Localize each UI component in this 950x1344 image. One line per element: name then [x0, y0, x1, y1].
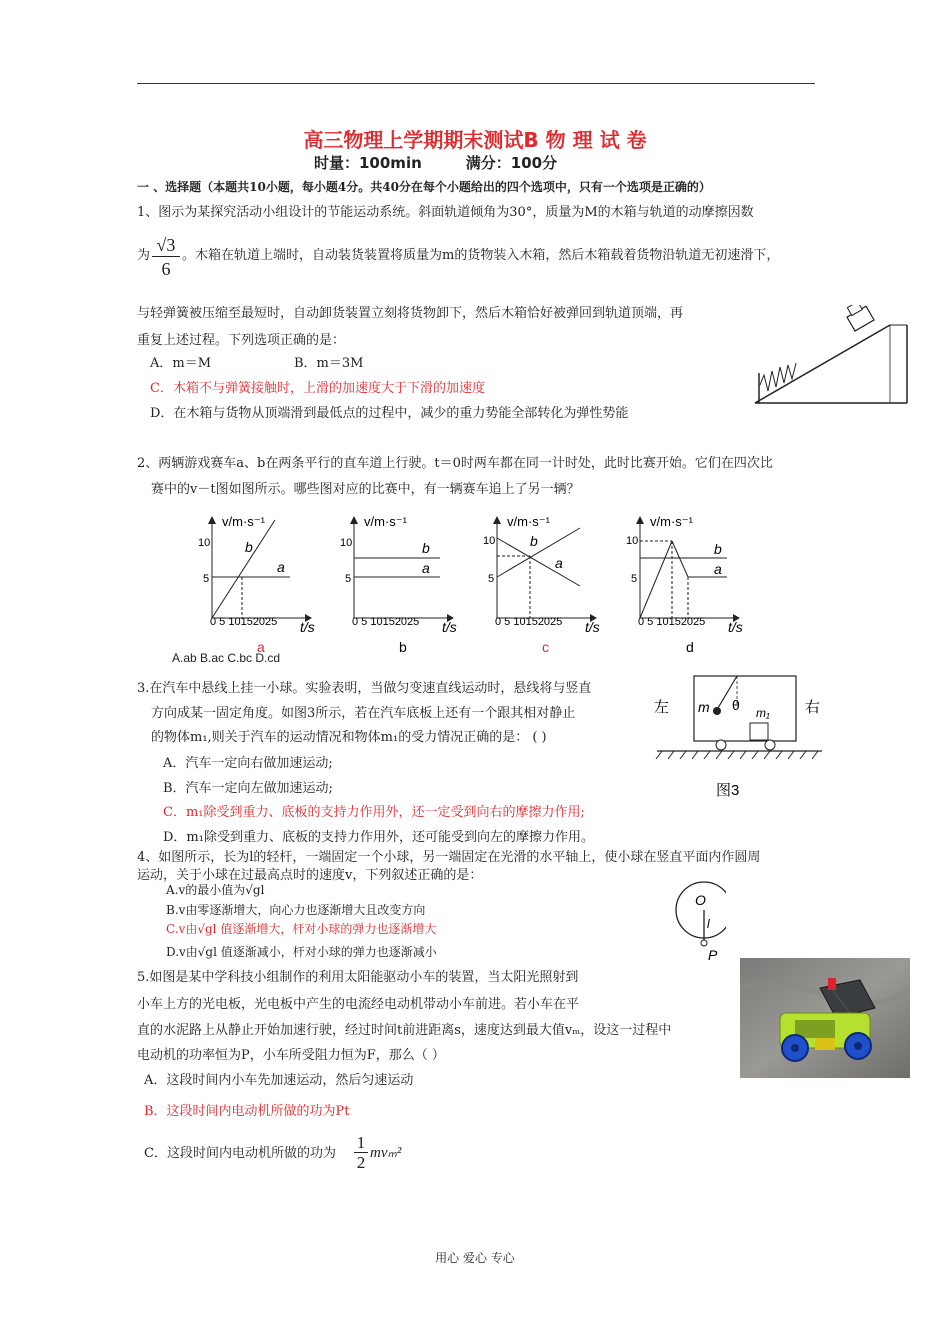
q5-option-a: A．这段时间内小车先加速运动，然后匀速运动: [144, 1073, 414, 1088]
q5-fraction: [354, 1133, 368, 1173]
q3-fig-left: 左: [654, 699, 670, 716]
q5-option-c-prefix: C．这段时间内电动机所做的功为: [144, 1146, 336, 1161]
q1-line1: 1、图示为某探究活动小组设计的节能运动系统。斜面轨道倾角为30°，质量为M的木箱与轨道的动摩擦因数: [137, 205, 754, 220]
q3-option-b: B．汽车一定向左做加速运动;: [163, 781, 333, 796]
graph-a-xlabel: t/s: [300, 619, 315, 635]
q5-frac-den: 2: [356, 1153, 366, 1172]
q1-option-d: D．在木箱与货物从顶端滑到最低点的过程中，减少的重力势能全部转化为弹性势能: [150, 406, 629, 421]
graph-c: [483, 514, 600, 655]
graph-a-label-b: b: [245, 539, 253, 555]
graph-a-tick-5: 5: [203, 573, 210, 585]
q5-line1: 5.如图是某中学科技小组制作的利用太阳能驱动小车的装置，当太阳光照射到: [137, 970, 579, 985]
section-heading: 一 、选择题（本题共10小题，每小题4分。共40分在每个小题给出的四个选项中，只有一个选项是正确的）: [137, 180, 711, 194]
graph-a-xticks: 0 5 10152025: [210, 616, 278, 628]
q5-line3: 直的水泥路上从静止开始加速行驶，经过时间t前进距离s，速度达到最大值vₘ，设这一过程中: [137, 1023, 672, 1038]
graph-d-xticks: 0 5 10152025: [638, 616, 706, 628]
header-rule: [137, 83, 815, 84]
graph-c-tick-5: 5: [488, 573, 495, 585]
q1-frac-num: √3: [152, 234, 180, 257]
graph-d-tick-5: 5: [631, 573, 638, 585]
q4-option-d: D.v由√gl 值逐渐减小，杆对小球的弹力也逐渐减小: [166, 945, 437, 959]
q4-fig-P: P: [708, 947, 718, 963]
graph-d-tick-10: 10: [626, 535, 639, 547]
q3-option-d: D．m₁除受到重力、底板的支持力作用外，还可能受到向左的摩擦力作用。: [163, 830, 594, 845]
graph-d-label-a: a: [714, 561, 722, 577]
q2-options: A.ab B.ac C.bc D.cd: [172, 651, 281, 665]
graph-b: [340, 514, 457, 655]
q1-option-a: A．m＝M: [150, 356, 212, 371]
graph-a-caption: a: [257, 639, 265, 655]
q5-option-b: B．这段时间内电动机所做的功为Pt: [144, 1104, 350, 1119]
q3-car-figure: [652, 672, 832, 802]
q3-option-a: A．汽车一定向右做加速运动;: [163, 756, 333, 771]
graph-d-label-b: b: [714, 541, 722, 557]
q1-frac-den: 6: [161, 259, 171, 279]
q1-line3: 与轻弹簧被压缩至最短时，自动卸货装置立刻将货物卸下，然后木箱恰好被弹回到轨道顶端，再: [137, 306, 684, 321]
graph-c-xlabel: t/s: [585, 619, 600, 635]
graph-b-tick-10: 10: [340, 537, 353, 549]
graph-d: [626, 514, 743, 655]
q4-option-c: C.v由√gl 值逐渐增大，杆对小球的弹力也逐渐增大: [166, 922, 437, 936]
graph-c-ylabel: v/m·s⁻¹: [507, 514, 550, 529]
graph-b-label-b: b: [422, 540, 430, 556]
q1-line2-prefix: 为: [137, 248, 151, 263]
q4-fig-O: O: [695, 892, 706, 908]
time-limit: 时量：100min: [314, 154, 422, 172]
q3-fig-caption: 图3: [716, 782, 740, 799]
graph-c-caption: c: [542, 639, 549, 655]
q1-fraction: [152, 234, 180, 281]
solar-car-photo: [740, 958, 910, 1078]
q4-fig-l: l: [707, 917, 710, 931]
page-title: 高三物理上学期期末测试B 物 理 试 卷: [303, 128, 647, 152]
q4-option-b: B.v由零逐渐增大，向心力也逐渐增大且改变方向: [166, 903, 426, 917]
q3-line1: 3.在汽车中悬线上挂一小球。实验表明，当做匀变速直线运动时，悬线将与竖直: [137, 681, 592, 696]
graph-b-caption: b: [399, 639, 407, 655]
graph-b-tick-5: 5: [345, 573, 352, 585]
graph-d-xlabel: t/s: [728, 619, 743, 635]
q1-incline-figure: [750, 305, 910, 407]
q3-fig-m1: m₁: [756, 706, 770, 720]
graph-b-xlabel: t/s: [442, 619, 457, 635]
graph-b-xticks: 0 5 10152025: [352, 616, 420, 628]
q4-rod-figure: [666, 880, 726, 964]
q1-line2: 。木箱在轨道上端时，自动装货装置将质量为m的货物装入木箱，然后木箱载着货物沿轨道无初速滑下，: [182, 248, 780, 263]
graph-a-label-a: a: [277, 559, 285, 575]
q5-line2: 小车上方的光电板，光电板中产生的电流经电动机带动小车前进。若小车在平: [137, 997, 580, 1012]
graph-d-ylabel: v/m·s⁻¹: [650, 514, 693, 529]
graph-c-xticks: 0 5 10152025: [495, 616, 563, 628]
q3-option-c: C．m₁除受到重力、底板的支持力作用外，还一定受到向右的摩擦力作用;: [163, 805, 585, 820]
q1-option-c: C．木箱不与弹簧接触时，上滑的加速度大于下滑的加速度: [150, 381, 485, 396]
q3-line2: 方向成某一固定角度。如图3所示，若在汽车底板上还有一个跟其相对静止: [151, 706, 576, 721]
q3-fig-m: m: [698, 699, 710, 715]
exam-meta: [314, 152, 601, 173]
q1-line4: 重复上述过程。下列选项正确的是：: [137, 333, 346, 348]
graph-a: [198, 514, 315, 655]
graph-c-tick-10: 10: [483, 535, 496, 547]
q4-line1: 4、如图所示，长为l的轻杆，一端固定一个小球，另一端固定在光滑的水平轴上，使小球在竖直平面内作圆周: [137, 850, 761, 865]
q2-line2: 赛中的v－t图如图所示。哪些图对应的比赛中，有一辆赛车追上了另一辆？: [151, 482, 580, 497]
q3-line3: 的物体m₁,则关于汽车的运动情况和物体m₁的受力情况正确的是： ( ): [151, 730, 547, 745]
q4-option-a: A.v的最小值为√gl: [166, 883, 265, 897]
graph-c-label-b: b: [530, 533, 538, 549]
q4-line2: 运动，关于小球在过最高点时的速度v，下列叙述正确的是：: [137, 868, 483, 883]
page-footer: 用心 爱心 专心: [435, 1251, 515, 1265]
graph-b-label-a: a: [422, 560, 430, 576]
q5-frac-num: 1: [354, 1133, 368, 1153]
full-score: 满分：100分: [465, 154, 558, 172]
graph-d-caption: d: [686, 639, 694, 655]
q3-fig-theta: θ: [732, 697, 740, 713]
graph-a-tick-10: 10: [198, 537, 211, 549]
q5-line4: 电动机的功率恒为P，小车所受阻力恒为F，那么（ ）: [137, 1048, 445, 1063]
q2-line1: 2、两辆游戏赛车a、b在两条平行的直车道上行驶。t＝0时两车都在同一计时处，此时比赛开始。它们在四次比: [137, 456, 773, 471]
graph-c-label-a: a: [555, 555, 563, 571]
graph-b-ylabel: v/m·s⁻¹: [364, 514, 407, 529]
graph-a-ylabel: v/m·s⁻¹: [222, 514, 265, 529]
q5-option-c-expr: mvₘ²: [370, 1145, 402, 1161]
q2-vt-graphs: [170, 508, 770, 668]
q1-option-b: B．m＝3M: [294, 356, 364, 371]
q3-fig-right: 右: [805, 699, 821, 716]
